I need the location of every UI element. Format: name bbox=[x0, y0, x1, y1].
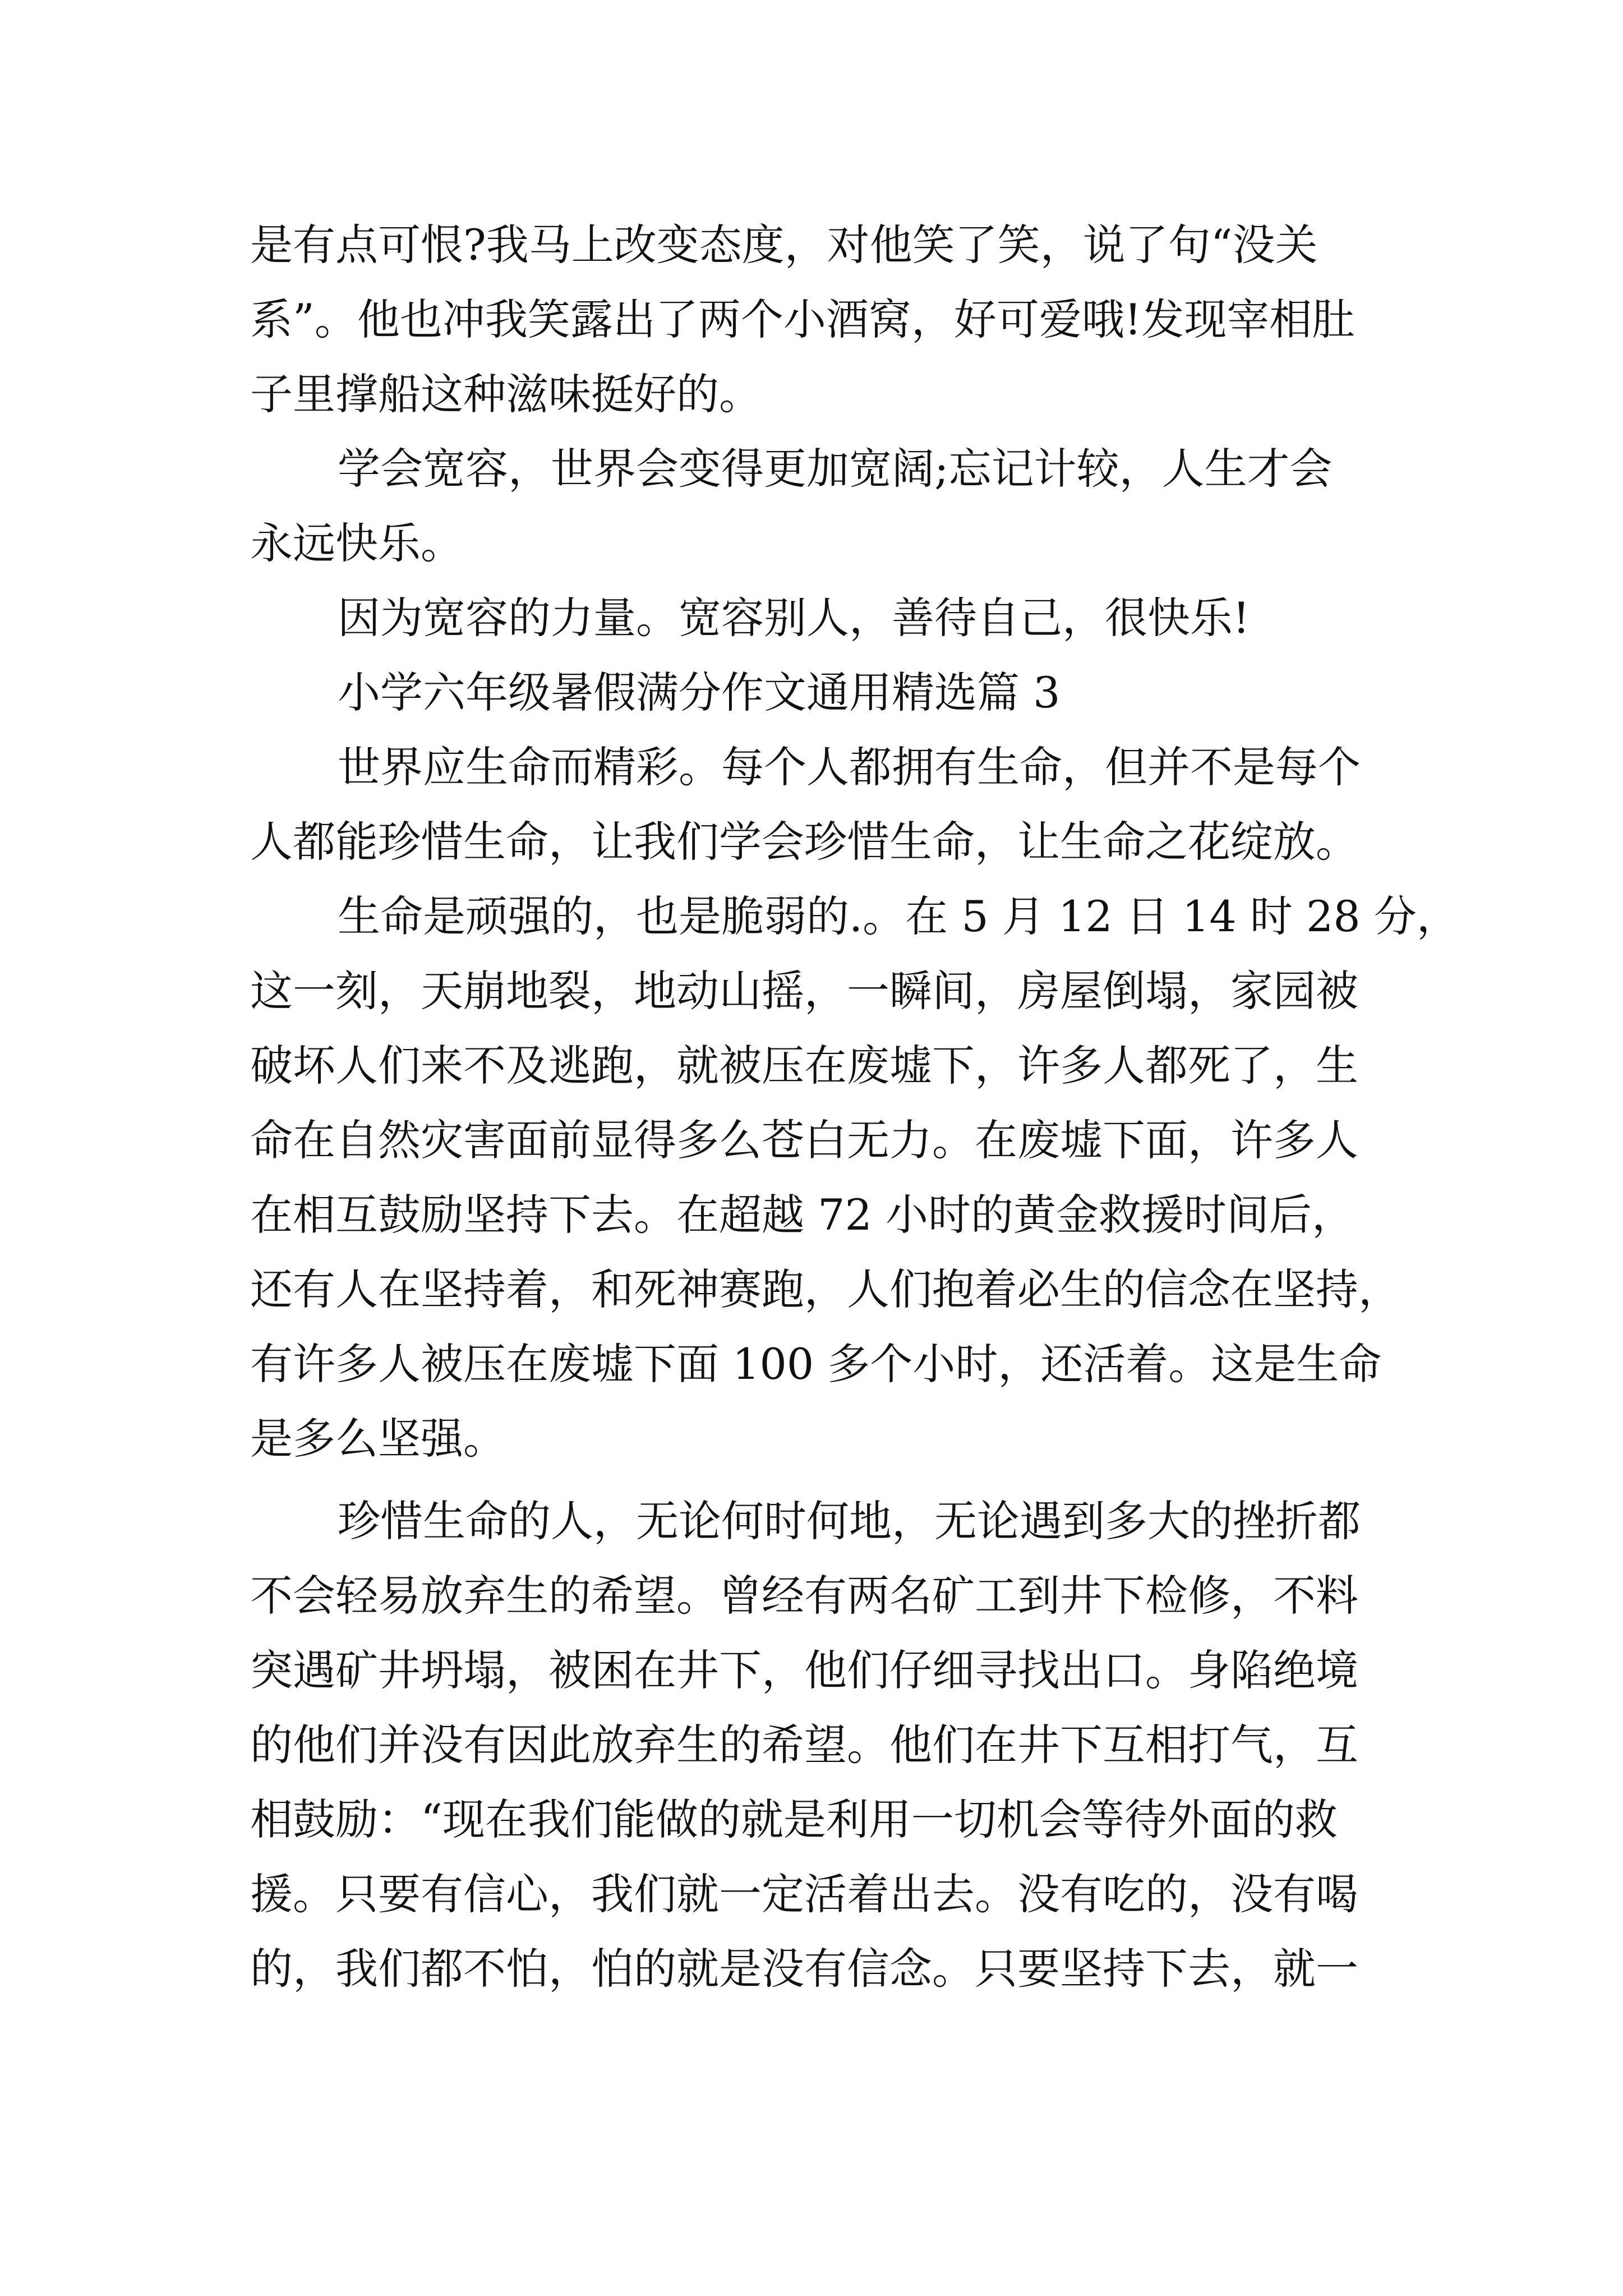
text-line: 是多么坚强。 bbox=[250, 1414, 506, 1464]
paragraph-spacing bbox=[250, 1476, 1377, 1484]
text-line: 相鼓励：“现在我们能做的就是利用一切机会等待外面的救 bbox=[250, 1795, 1338, 1844]
paragraph-2 bbox=[250, 431, 1377, 581]
text-line: 因为宽容的力量。宽容别人，善待自己，很快乐! bbox=[338, 593, 1250, 643]
text-line: 学会宽容，世界会变得更加宽阔;忘记计较，人生才会 bbox=[338, 444, 1332, 494]
text-line: 援。只要有信心，我们就一定活着出去。没有吃的，没有喝 bbox=[250, 1869, 1358, 1919]
text-line: 有许多人被压在废墟下面 100 多个小时，还活着。这是生命 bbox=[250, 1339, 1382, 1389]
section-title: 小学六年级暑假满分作文通用精选篇 3 bbox=[338, 668, 1061, 717]
text-line: 在相互鼓励坚持下去。在超越 72 小时的黄金救援时间后， bbox=[250, 1190, 1355, 1240]
section-heading bbox=[250, 655, 1377, 730]
text-line: 生命是顽强的，也是脆弱的.。在 5 月 12 日 14 时 28 分， bbox=[338, 891, 1459, 941]
text-line: 的他们并没有因此放弃生的希望。他们在井下互相打气，互 bbox=[250, 1720, 1358, 1770]
paragraph-5 bbox=[250, 879, 1459, 1476]
document-body bbox=[250, 208, 1459, 2006]
text-line: 系”。他也冲我笑露出了两个小酒窝，好可爱哦!发现宰相肚 bbox=[250, 295, 1355, 344]
paragraph-1 bbox=[250, 208, 1377, 431]
text-line: 是有点可恨?我马上改变态度，对他笑了笑，说了句“没关 bbox=[250, 220, 1318, 270]
text-line: 破坏人们来不及逃跑，就被压在废墟下，许多人都死了，生 bbox=[250, 1041, 1358, 1091]
paragraph-6 bbox=[250, 1484, 1377, 2006]
text-line: 突遇矿井坍塌，被困在井下，他们仔细寻找出口。身陷绝境 bbox=[250, 1645, 1358, 1695]
text-line: 人都能珍惜生命，让我们学会珍惜生命，让生命之花绽放。 bbox=[250, 817, 1358, 867]
paragraph-4 bbox=[250, 730, 1377, 879]
text-line: 的，我们都不怕，怕的就是没有信念。只要坚持下去，就一 bbox=[250, 1944, 1358, 1994]
text-line: 命在自然灾害面前显得多么苍白无力。在废墟下面，许多人 bbox=[250, 1115, 1358, 1165]
text-line: 这一刻，天崩地裂，地动山摇，一瞬间，房屋倒塌，家园被 bbox=[250, 966, 1358, 1016]
paragraph-3 bbox=[250, 581, 1377, 655]
text-line: 还有人在坚持着，和死神赛跑，人们抱着必生的信念在坚持， bbox=[250, 1264, 1401, 1314]
text-line: 珍惜生命的人，无论何时何地，无论遇到多大的挫折都 bbox=[338, 1496, 1361, 1546]
text-line: 永远快乐。 bbox=[250, 518, 463, 568]
text-line: 不会轻易放弃生的希望。曾经有两名矿工到井下检修，不料 bbox=[250, 1571, 1358, 1621]
text-line: 子里撑船这种滋味挺好的。 bbox=[250, 369, 762, 419]
text-line: 世界应生命而精彩。每个人都拥有生命，但并不是每个 bbox=[338, 742, 1361, 792]
